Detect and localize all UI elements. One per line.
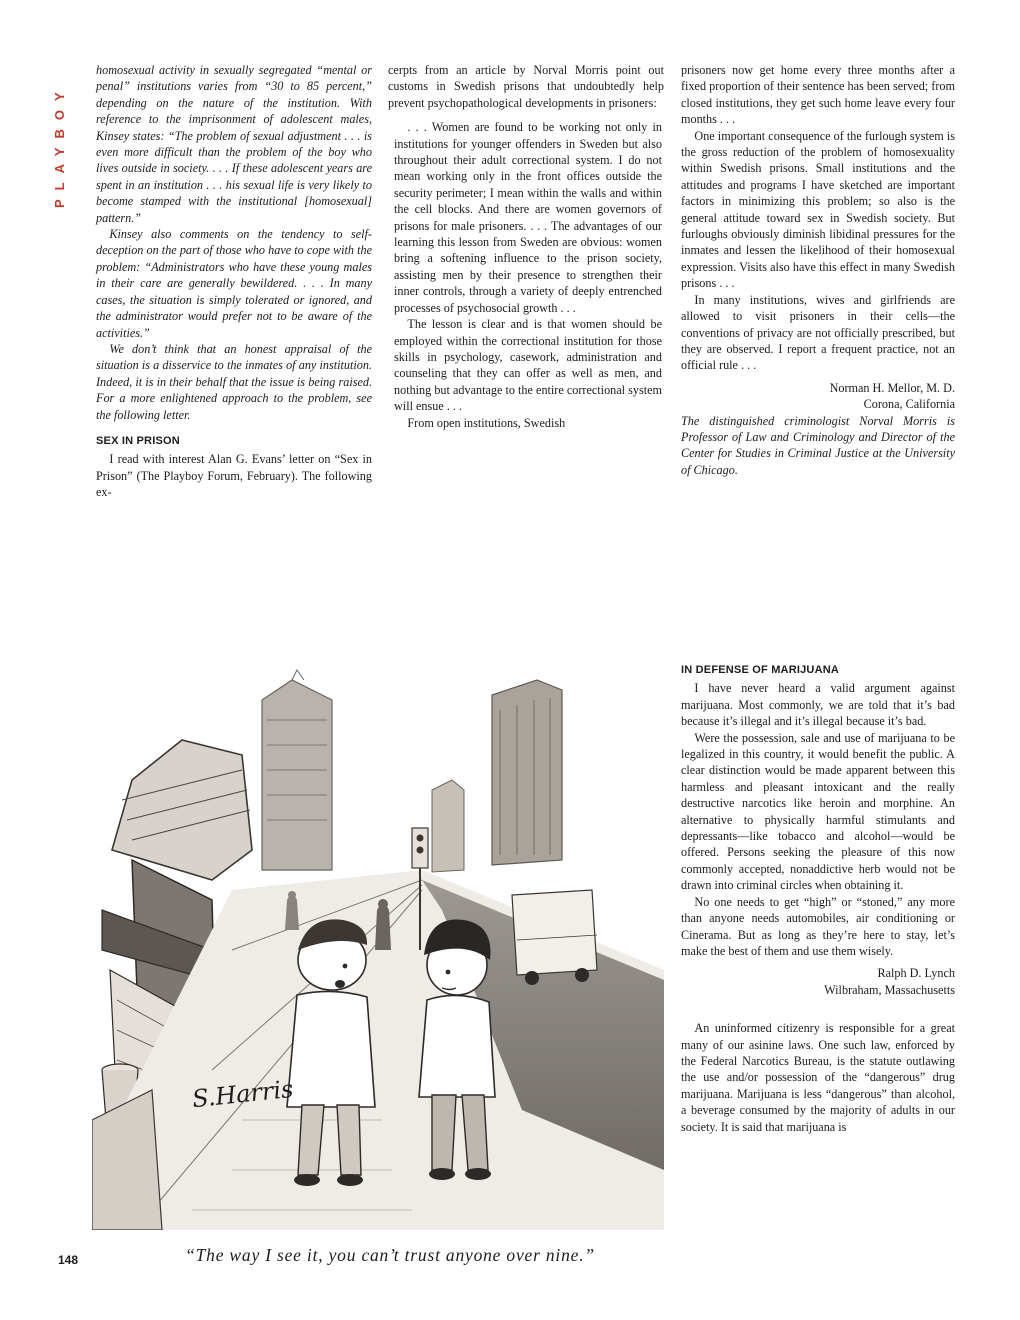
quote-paragraph: . . . Women are found to be working not only in institutions for younger offenders in Sweden but also throughout their adult correctional system. I do not mean working only in the front offices outside the security perimeter; I mean within the walls and within the cell blocks. And there are women governors of prisons for male prisoners. . . . The advantages of our learning this lesson from Sweden are obvious: women bring a softening influence to the prison society, assisting men by their presence to strengthen their inner controls, through a variety of deeply entrenched processes of psychosocial growth . . . bbox=[394, 120, 662, 315]
cartoon-drawing bbox=[92, 650, 664, 1230]
section-heading: IN DEFENSE OF MARIJUANA bbox=[681, 664, 839, 676]
magazine-spine bbox=[52, 58, 82, 218]
section-heading: SEX IN PRISON bbox=[96, 434, 180, 447]
editor-note: The distinguished criminologist Norval Morris is Professor of Law and Criminology and Director of the Center for Studies in Criminal Justice at the University of Chicago. bbox=[681, 413, 955, 477]
quote-paragraph: From open institutions, Swedish bbox=[407, 415, 566, 430]
column-2 bbox=[388, 62, 664, 431]
column-1 bbox=[96, 62, 372, 501]
quote-paragraph: The lesson is clear and is that women should be employed within the correctional institution for those skills in psychology, casework, administration and counseling that they can offer as well as men, and nothing but advantage to the entire correctional system will ensue . . . bbox=[394, 317, 662, 414]
signature-location: Wilbraham, Massachusetts bbox=[824, 982, 955, 997]
signature-location: Corona, California bbox=[863, 397, 955, 412]
paragraph: homosexual activity in sexually segregated “mental or penal” institutions varies from “30 to 85 percent,” depending on the nature of the institution. With reference to the imprisonment of adolescent males, Kinsey states: “The problem of sexual adjustment . . . is even more difficult than the problem of the boy who lives outside in society. . . . If these adolescent years are spent in an institution . . . his sexual life is very likely to become stamped with the institutional [homosexual] pattern.” bbox=[96, 63, 372, 225]
paragraph: Kinsey also comments on the tendency to self-deception on the part of those who have to cope with the problem: “Administrators who have these young males in their care are generally bewildered. . . . In many cases, the situation is simply tolerated or ignored, and the administrator would prefer not to be aware of the activities.” bbox=[96, 227, 372, 340]
paragraph: cerpts from an article by Norval Morris point out customs in Swedish prisons that undoubtedly help prevent psychopathological developments in prisoners: bbox=[388, 63, 664, 110]
block-quote bbox=[388, 119, 664, 431]
paragraph: I have never heard a valid argument against marijuana. Most commonly, we are told that it’s bad because it’s illegal and it’s illegal because it’s bad. bbox=[681, 681, 955, 729]
artist-signature: S.Harris bbox=[190, 1074, 295, 1114]
paragraph: Were the possession, sale and use of marijuana to be legalized in this country, it would benefit the public. A clear distinction would be made apparent between this harmless and pleasant intoxicant and the really destructive narcotics like heroin and morphine. An alternative to physically harmful stimulants and depressants—like tobacco and alcohol—would be offered. Persons seeking the pleasure of this now commonly accepted, nonaddictive herb would not be drawn into criminal circles when obtaining it. bbox=[681, 730, 955, 893]
signature-name: Norman H. Mellor, M. D. bbox=[829, 380, 955, 395]
cartoon-illustration bbox=[92, 650, 664, 1230]
column-3 bbox=[681, 62, 955, 478]
paragraph: In many institutions, wives and girlfriends are allowed to visit prisoners in their cells—the conventions of privacy are not officially prescribed, but they are observed. I report a frequent practice, not an official rule . . . bbox=[681, 292, 955, 373]
spine-title: PLAYBOY bbox=[52, 83, 67, 208]
cartoon-caption: “The way I see it, you can’t trust anyone over nine.” bbox=[185, 1245, 595, 1265]
paragraph: No one needs to get “high” or “stoned,” any more than anyone needs automobiles, air conditioning or Cinerama. But as long as they’re here to stay, let’s make the best of them and use them wisely. bbox=[681, 894, 955, 958]
paragraph: prisoners now get home every three months after a fixed proportion of their sentence has been served; from closed institutions, they get such home leave every four months . . . bbox=[681, 63, 955, 127]
signature-name: Ralph D. Lynch bbox=[877, 966, 955, 981]
paragraph: An uninformed citizenry is responsible for a great many of our asinine laws. One such law, enforced by the Federal Narcotics Bureau, is the statute outlawing the use and/or possession of the “dangerous” drug marijuana. Marijuana is less “dangerous” than alcohol, a beverage consumed by the majority of adults in our society. It is said that marijuana is bbox=[681, 1021, 955, 1134]
paragraph: One important consequence of the furlough system is the gross reduction of the problem of homosexuality within Swedish prisons. Small institutions and the attitudes and programs I have sketched are important factors in minimizing this problem; so also is the general attitude toward sex in Swedish society. But furloughs obviously diminish libidinal pressures for the inmates and lessen the likelihood of their homosexual expression. Visits also have this effect in many Swedish prisons . . . bbox=[681, 128, 955, 291]
paragraph: I read with interest Alan G. Evans’ letter on “Sex in Prison” (The Playboy Forum, February). The following ex- bbox=[96, 452, 372, 500]
page-number: 148 bbox=[58, 1253, 79, 1267]
paragraph: We don’t think that an honest appraisal of the situation is a disservice to the inmates of any institution. Indeed, it is in their behalf that the issue is being raised. For a more enlightened approach to the problem, see the following letter. bbox=[96, 341, 372, 422]
column-3-lower bbox=[681, 652, 955, 1135]
